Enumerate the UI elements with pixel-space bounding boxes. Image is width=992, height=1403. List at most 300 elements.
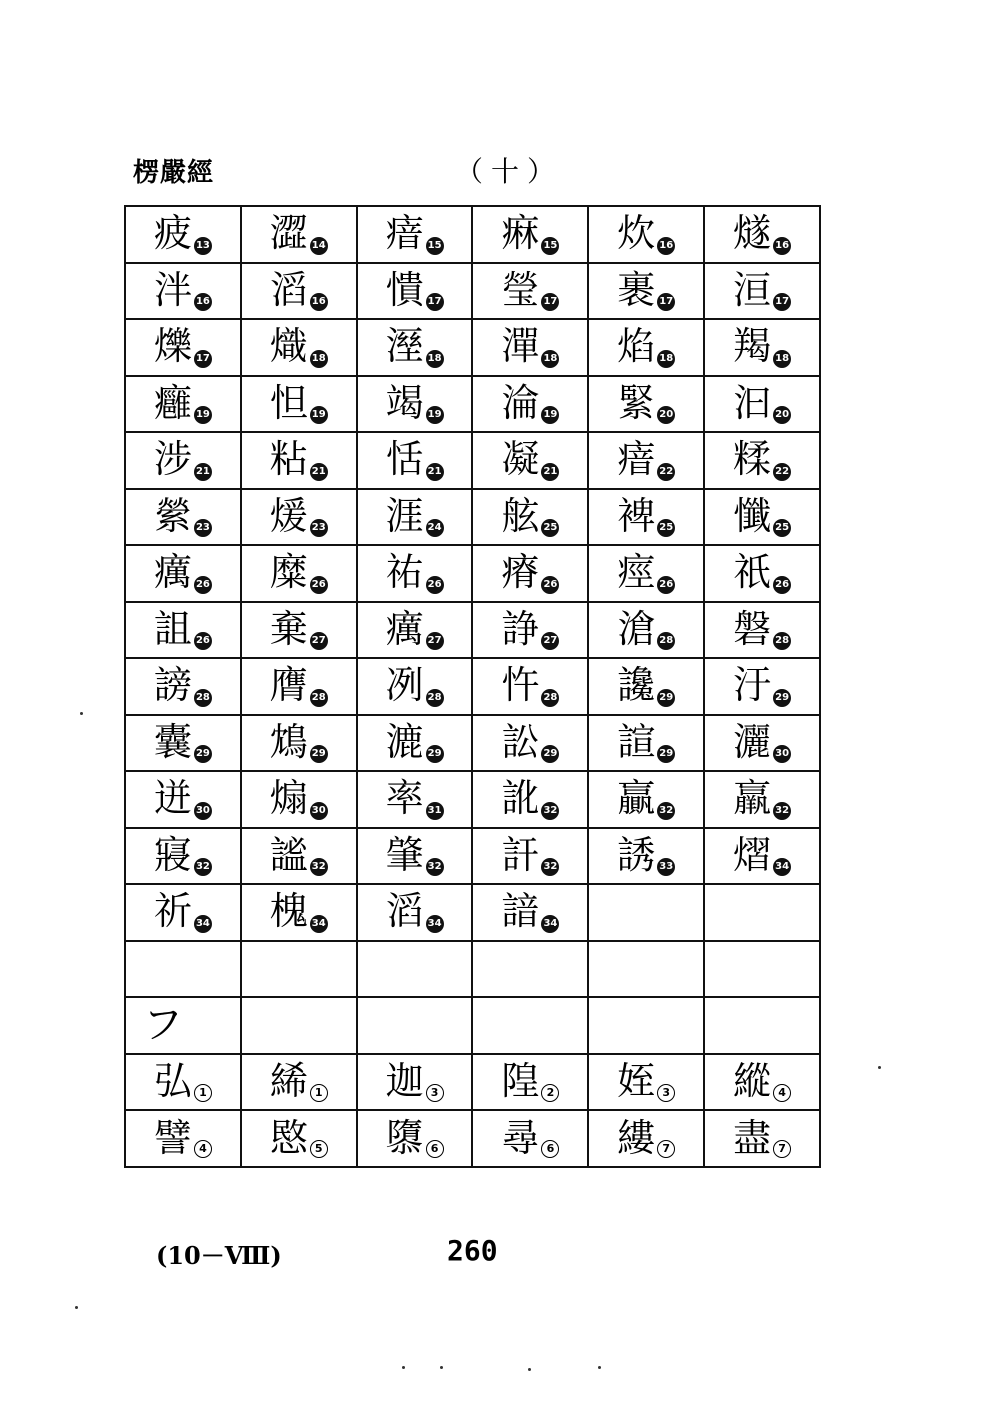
table-cell (125, 602, 241, 659)
circled-number: 29 (310, 745, 328, 763)
character: 懺 (733, 493, 772, 538)
circled-number: 21 (541, 463, 559, 481)
circled-number: 34 (773, 858, 791, 876)
character: 涉 (153, 437, 192, 481)
circled-number: 28 (310, 689, 328, 707)
table-cell (704, 771, 820, 828)
table-cell (241, 545, 357, 602)
table-cell (704, 319, 820, 376)
character: 痳 (501, 211, 540, 255)
table-cell (704, 1054, 820, 1111)
table-cell (241, 432, 357, 489)
table-cell (472, 1054, 588, 1111)
circled-number: 1 (310, 1084, 328, 1102)
circled-number: 32 (773, 802, 791, 820)
circled-number: 29 (194, 745, 212, 763)
speck (598, 1366, 601, 1369)
section-mark: フ (142, 1002, 183, 1049)
circled-number: 32 (541, 802, 559, 820)
character: 諍 (501, 606, 540, 651)
speck (80, 712, 83, 715)
table-cell (704, 206, 820, 263)
character: 滔 (385, 889, 424, 933)
circled-number: 18 (541, 350, 559, 368)
character: 盡 (733, 1115, 772, 1160)
circled-number: 21 (310, 463, 328, 481)
circled-number: 29 (773, 689, 791, 707)
character: 泮 (153, 267, 192, 312)
table-cell (241, 715, 357, 772)
character: 詛 (153, 606, 192, 651)
circled-number: 32 (541, 858, 559, 876)
character: 迦 (385, 1059, 424, 1103)
speck (402, 1366, 405, 1369)
circled-number: 21 (194, 463, 212, 481)
volume-label: （十） (455, 155, 564, 188)
circled-number: 14 (310, 237, 328, 255)
table-cell (588, 545, 704, 602)
character: 縱 (733, 1059, 772, 1103)
character: 疲 (153, 211, 192, 255)
character: 滄 (617, 606, 656, 651)
table-cell (241, 828, 357, 885)
table-cell (125, 489, 241, 546)
table-cell (241, 319, 357, 376)
table-cell (704, 545, 820, 602)
circled-number: 16 (773, 237, 791, 255)
circled-number: 17 (541, 293, 559, 311)
table-cell (588, 884, 704, 941)
character: 癰 (153, 380, 192, 425)
table-cell (357, 715, 473, 772)
circled-number: 18 (310, 350, 328, 368)
table-cell (125, 206, 241, 263)
circled-number: 29 (657, 689, 675, 707)
table-cell (241, 941, 357, 998)
character: 爍 (153, 324, 192, 368)
character: 炊 (617, 211, 656, 255)
character: 熾 (269, 324, 308, 368)
character: 率 (385, 776, 424, 820)
circled-number: 4 (773, 1084, 791, 1102)
circled-number: 25 (541, 519, 559, 537)
character: 寢 (153, 832, 192, 877)
character: 糜 (269, 550, 308, 594)
circled-number: 27 (541, 632, 559, 650)
table-cell (125, 376, 241, 433)
table-cell (588, 376, 704, 433)
character: 癘 (153, 550, 192, 594)
table-cell (704, 884, 820, 941)
character: 隳 (385, 1115, 424, 1160)
circled-number: 1 (194, 1084, 212, 1102)
table-cell (588, 715, 704, 772)
circled-number: 6 (541, 1140, 559, 1158)
table-cell (125, 545, 241, 602)
circled-number: 18 (657, 350, 675, 368)
table-cell (472, 263, 588, 320)
circled-number: 27 (310, 632, 328, 650)
character: 謗 (153, 663, 192, 707)
character: 槐 (269, 889, 308, 933)
page-number: 260 (447, 1234, 498, 1267)
circled-number: 3 (657, 1084, 675, 1102)
table-cell (704, 432, 820, 489)
character: 緊 (617, 380, 656, 425)
circled-number: 20 (773, 406, 791, 424)
character: 祇 (733, 550, 772, 594)
circled-number: 34 (310, 915, 328, 933)
table-cell (588, 658, 704, 715)
circled-number: 17 (426, 293, 444, 311)
table-cell (472, 997, 588, 1054)
table-cell (125, 771, 241, 828)
character-table (124, 205, 821, 1168)
character: 隍 (501, 1059, 540, 1103)
character: 洹 (733, 267, 772, 312)
table-row (125, 206, 820, 263)
table-cell (588, 602, 704, 659)
table-cell (357, 545, 473, 602)
table-row (125, 319, 820, 376)
character: 恬 (385, 437, 424, 481)
circled-number: 29 (541, 745, 559, 763)
character: 煖 (269, 493, 308, 538)
character: 痙 (617, 550, 656, 594)
character: 漉 (385, 719, 424, 764)
circled-number: 28 (194, 689, 212, 707)
table-cell (472, 658, 588, 715)
table-cell (357, 263, 473, 320)
table-cell (357, 432, 473, 489)
character: 忤 (501, 663, 540, 707)
speck (75, 1306, 78, 1309)
table-cell (241, 376, 357, 433)
table-cell (472, 432, 588, 489)
table-row (125, 997, 820, 1054)
table-cell (704, 828, 820, 885)
character: 縷 (617, 1115, 656, 1160)
circled-number: 5 (310, 1140, 328, 1158)
table-cell (241, 884, 357, 941)
circled-number: 21 (426, 463, 444, 481)
circled-number: 16 (310, 293, 328, 311)
character: 磐 (733, 606, 772, 651)
table-row (125, 263, 820, 320)
character: 祐 (385, 550, 424, 594)
character: 淪 (501, 380, 540, 425)
circled-number: 23 (310, 519, 328, 537)
character: 誘 (617, 832, 656, 877)
circled-number: 7 (773, 1140, 791, 1158)
circled-number: 26 (657, 576, 675, 594)
table-cell (241, 489, 357, 546)
character: 糅 (733, 437, 772, 481)
table-row (125, 884, 820, 941)
character: 囊 (153, 719, 192, 764)
table-cell (472, 771, 588, 828)
character: 裹 (617, 267, 656, 312)
circled-number: 30 (194, 802, 212, 820)
circled-number: 16 (194, 293, 212, 311)
table-cell (357, 489, 473, 546)
character: 粘 (269, 437, 308, 481)
circled-number: 34 (541, 915, 559, 933)
character: 滔 (269, 267, 308, 312)
table-cell (241, 1110, 357, 1167)
table-cell (241, 658, 357, 715)
character: 訐 (501, 832, 540, 877)
table-cell (472, 489, 588, 546)
character: 汙 (733, 663, 772, 707)
circled-number: 4 (194, 1140, 212, 1158)
table-row (125, 545, 820, 602)
table-cell (472, 941, 588, 998)
character: 姪 (617, 1059, 656, 1103)
character: 凝 (501, 437, 540, 481)
circled-number: 34 (426, 915, 444, 933)
speck (440, 1366, 443, 1369)
table-cell (357, 884, 473, 941)
circled-number: 26 (426, 576, 444, 594)
circled-number: 18 (426, 350, 444, 368)
character: 鴆 (269, 719, 308, 764)
table-cell (588, 997, 704, 1054)
character: 灑 (733, 719, 772, 764)
table-row (125, 376, 820, 433)
circled-number: 15 (426, 237, 444, 255)
circled-number: 30 (773, 745, 791, 763)
table-cell (472, 376, 588, 433)
character: 溼 (385, 324, 424, 368)
character: 汩 (733, 380, 772, 425)
character: 煽 (269, 776, 308, 820)
character: 絺 (269, 1059, 308, 1103)
circled-number: 26 (541, 576, 559, 594)
character: 諠 (617, 719, 656, 764)
circled-number: 32 (426, 858, 444, 876)
table-cell (125, 658, 241, 715)
circled-number: 17 (657, 293, 675, 311)
character: 涯 (385, 493, 424, 538)
character: 羯 (733, 324, 772, 368)
circled-number: 26 (194, 576, 212, 594)
character: 怛 (269, 380, 308, 425)
circled-number: 32 (310, 858, 328, 876)
character: 羸 (733, 776, 772, 820)
table-cell (588, 432, 704, 489)
table-row (125, 1110, 820, 1167)
table-cell (241, 602, 357, 659)
character: 膺 (269, 663, 308, 707)
speck (528, 1368, 531, 1371)
table-cell (472, 884, 588, 941)
character: 尋 (501, 1115, 540, 1160)
table-cell (357, 206, 473, 263)
table-cell (357, 376, 473, 433)
table-cell (588, 263, 704, 320)
character: 冽 (385, 663, 424, 707)
table-cell (588, 206, 704, 263)
table-row (125, 432, 820, 489)
circled-number: 33 (657, 858, 675, 876)
character: 訛 (501, 776, 540, 820)
character: 讒 (617, 663, 656, 707)
character: 縈 (153, 493, 192, 538)
table-cell (357, 1110, 473, 1167)
book-title: 楞嚴經 (133, 158, 215, 188)
table-cell (241, 997, 357, 1054)
table-cell (125, 432, 241, 489)
character: 譬 (153, 1115, 192, 1160)
circled-number: 29 (657, 745, 675, 763)
circled-number: 20 (657, 406, 675, 424)
character: 舷 (501, 493, 540, 538)
table-cell (357, 771, 473, 828)
circled-number: 30 (310, 802, 328, 820)
circled-number: 19 (194, 406, 212, 424)
table-cell (357, 1054, 473, 1111)
table-cell (241, 1054, 357, 1111)
table-cell (588, 489, 704, 546)
character: 瘖 (617, 437, 656, 481)
table-cell (472, 828, 588, 885)
table-row (125, 602, 820, 659)
character: 肇 (385, 832, 424, 877)
table-cell (472, 545, 588, 602)
circled-number: 2 (541, 1084, 559, 1102)
circled-number: 25 (657, 519, 675, 537)
character: 瑩 (501, 267, 540, 312)
table-cell (704, 376, 820, 433)
circled-number: 23 (194, 519, 212, 537)
table-cell (357, 319, 473, 376)
character: 熠 (733, 832, 772, 877)
character: 謐 (269, 832, 308, 877)
table-cell (704, 1110, 820, 1167)
table-cell (704, 997, 820, 1054)
circled-number: 28 (426, 689, 444, 707)
character: 祈 (153, 889, 192, 933)
circled-number: 15 (541, 237, 559, 255)
character: 瘠 (501, 550, 540, 594)
table-row (125, 489, 820, 546)
table-cell (588, 771, 704, 828)
circled-number: 22 (657, 463, 675, 481)
circled-number: 26 (310, 576, 328, 594)
circled-number: 27 (426, 632, 444, 650)
circled-number: 16 (657, 237, 675, 255)
table-cell (704, 941, 820, 998)
character: 癘 (385, 606, 424, 651)
circled-number: 28 (541, 689, 559, 707)
table-cell (472, 319, 588, 376)
character: 訟 (501, 719, 540, 764)
table-cell (125, 997, 241, 1054)
table-cell (472, 715, 588, 772)
table-cell (704, 263, 820, 320)
table-cell (472, 602, 588, 659)
character: 愍 (269, 1115, 308, 1160)
character: 諳 (501, 889, 540, 933)
table-row (125, 715, 820, 772)
table-cell (588, 1110, 704, 1167)
circled-number: 19 (426, 406, 444, 424)
circled-number: 26 (194, 632, 212, 650)
table-row (125, 1054, 820, 1111)
circled-number: 7 (657, 1140, 675, 1158)
table-cell (125, 828, 241, 885)
table-cell (241, 263, 357, 320)
character: 弘 (153, 1059, 192, 1103)
character: 憒 (385, 267, 424, 312)
character: 棄 (269, 606, 308, 651)
circled-number: 24 (426, 519, 444, 537)
table-cell (588, 941, 704, 998)
table-cell (357, 941, 473, 998)
circled-number: 34 (194, 915, 212, 933)
table-cell (704, 658, 820, 715)
table-cell (472, 1110, 588, 1167)
table-row (125, 771, 820, 828)
circled-number: 32 (194, 858, 212, 876)
character: 潬 (501, 324, 540, 368)
circled-number: 25 (773, 519, 791, 537)
circled-number: 28 (657, 632, 675, 650)
table-cell (588, 1054, 704, 1111)
character: 裨 (617, 493, 656, 538)
footer-code: (10－Ⅷ) (156, 1241, 282, 1270)
table-cell (125, 319, 241, 376)
circled-number: 6 (426, 1140, 444, 1158)
circled-number: 32 (657, 802, 675, 820)
table-cell (125, 941, 241, 998)
character: 贏 (617, 776, 656, 820)
table-cell (472, 206, 588, 263)
table-cell (125, 263, 241, 320)
circled-number: 3 (426, 1084, 444, 1102)
circled-number: 26 (773, 576, 791, 594)
table-cell (704, 602, 820, 659)
table-cell (125, 715, 241, 772)
table-cell (357, 828, 473, 885)
circled-number: 13 (194, 237, 212, 255)
table-row (125, 828, 820, 885)
circled-number: 19 (310, 406, 328, 424)
table-cell (357, 602, 473, 659)
table-cell (125, 1054, 241, 1111)
table-cell (125, 884, 241, 941)
character: 迸 (153, 776, 192, 820)
circled-number: 31 (426, 802, 444, 820)
circled-number: 19 (541, 406, 559, 424)
circled-number: 28 (773, 632, 791, 650)
character: 燧 (733, 211, 772, 255)
table-cell (704, 489, 820, 546)
character: 焰 (617, 324, 656, 368)
table-cell (357, 658, 473, 715)
character: 竭 (385, 380, 424, 425)
circled-number: 17 (194, 350, 212, 368)
character: 澀 (269, 211, 308, 255)
table-cell (125, 1110, 241, 1167)
table-cell (241, 771, 357, 828)
circled-number: 29 (426, 745, 444, 763)
table-cell (357, 997, 473, 1054)
table-cell (241, 206, 357, 263)
table-row (125, 658, 820, 715)
character: 瘖 (385, 211, 424, 255)
